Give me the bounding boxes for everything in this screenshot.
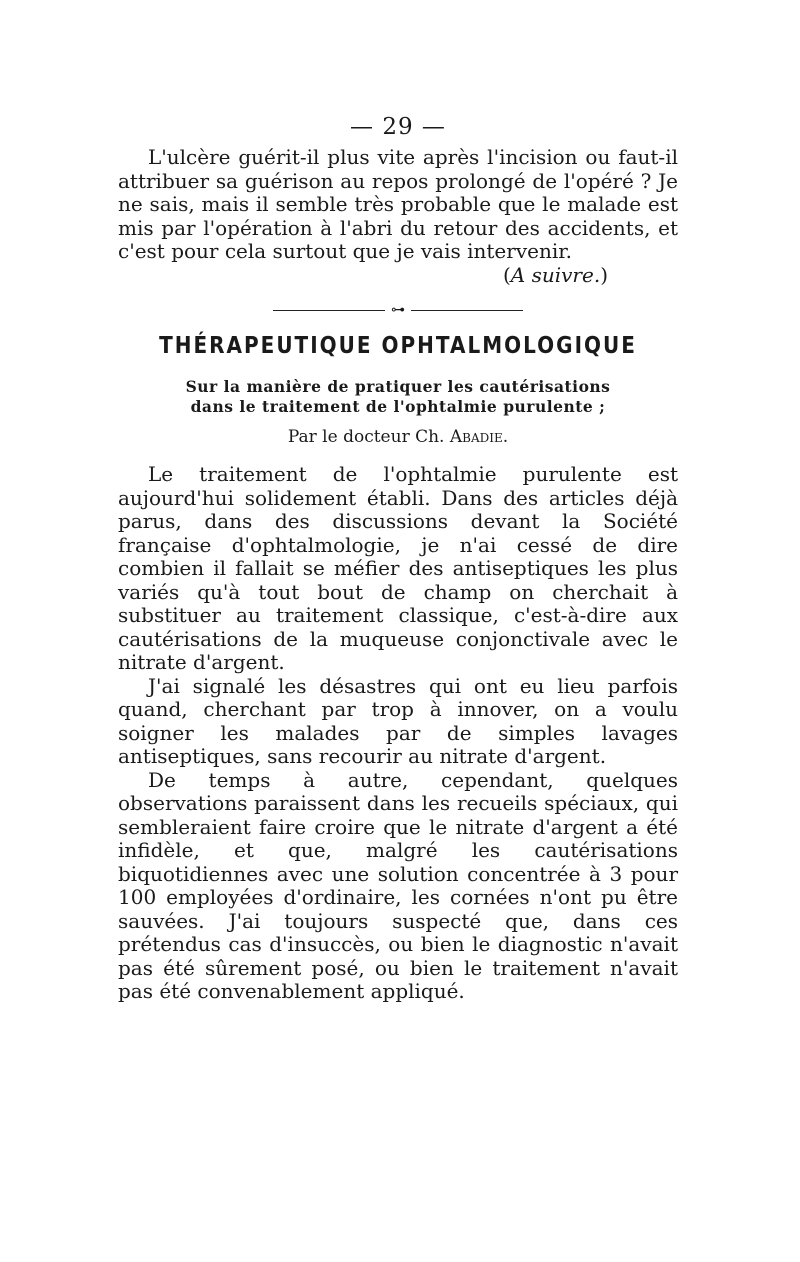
document-page: [118, 114, 678, 1004]
body-paragraph-2: J'ai signalé les désastres qui ont eu lieu parfois quand, cherchant par trop à innover, on a voulu soigner les malades par de simples lavages antiseptiques, sans recourir au nitrate d'argent.: [118, 673, 678, 768]
body-paragraph-1: Le traitement de l'ophtalmie purulente est aujourd'hui solidement établi. Dans des articles déjà parus, dans des discussions devant la Société française d'ophtalmologie, je n'ai cessé de dire combien il fallait se méfier des antiseptiques les plus variés qu'à tout bout de champ on cherchait à substituer au traitement classique, c'est-à-dire aux cautérisations de la muqueuse conjonctivale avec le nitrate d'argent.: [118, 462, 678, 674]
divider-ornament-icon: ⊶: [385, 303, 411, 317]
signoff-close: ): [600, 262, 608, 287]
body-paragraph-3: De temps à autre, cependant, quelques observations paraissent dans les recueils spéciaux, qui sembleraient faire croire que le nitrate d'argent a été infidèle, et que, malgré les cautérisations biquotidiennes avec une solution concentrée à 3 pour 100 employées d'ordinaire, les cornées n'ont pu être sauvées. J'ai toujours suspecté que, dans ces prétendus cas d'insuccès, ou bien le diagnostic n'avait pas été sûrement posé, ou bien le traitement n'avait pas été convenablement appliqué.: [118, 767, 678, 1003]
section-divider: [273, 301, 523, 321]
signoff-open: (: [502, 262, 511, 287]
intro-paragraph: L'ulcère guérit-il plus vite après l'incision ou faut-il attribuer sa guérison au repos prolongé de l'opéré ? Je ne sais, mais il semble très probable que le malade est mis par l'opération à l'abri du retour des accidents, et c'est pour cela surtout que je vais intervenir.: [118, 145, 678, 263]
signoff-text: A suivre.: [510, 262, 601, 287]
article-title-line-1: Sur la manière de pratiquer les cautérisations: [185, 377, 611, 396]
article-title-line-2: dans le traitement de l'ophtalmie purulente ;: [190, 397, 606, 416]
author-prefix: Par le docteur Ch.: [287, 427, 450, 447]
article-author: [118, 427, 678, 447]
page-number: — 29 —: [350, 114, 446, 140]
article-title: [118, 377, 678, 417]
author-name: Abadie: [449, 427, 503, 447]
to-be-continued: [118, 264, 678, 288]
section-title: THÉRAPEUTIQUE OPHTALMOLOGIQUE: [159, 331, 637, 359]
author-suffix: .: [502, 427, 509, 447]
